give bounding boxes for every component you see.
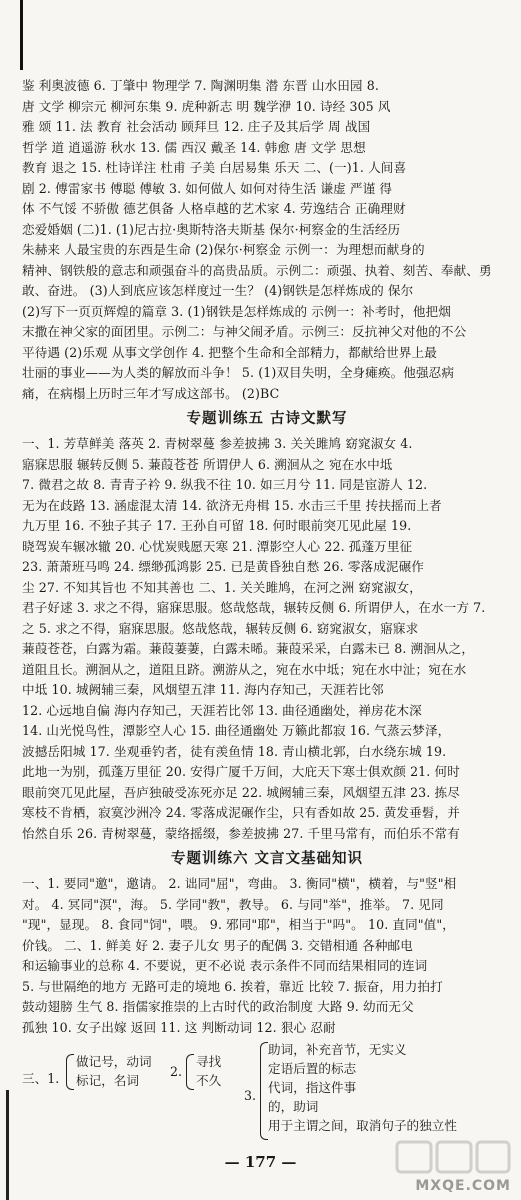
text-line: 晓驾炭车辗冰辙 20. 心忧炭贱愿天寒 21. 潭影空人心 22. 孤蓬万里征 xyxy=(22,538,413,554)
item-label: 2. xyxy=(170,1064,183,1079)
text-line: 体 不气馁 不骄傲 德艺俱备 人格卓越的艺术家 4. 劳逸结合 正确理财 xyxy=(22,201,406,216)
text-line: 九万里 16. 不独子其子 17. 王孙自可留 18. 何时眼前突兀见此屋 19. xyxy=(22,518,412,533)
text-line: 寤寐思服 辗转反侧 5. 蒹葭苍苍 所谓伊人 6. 溯洄从之 宛在水中坻 xyxy=(22,456,393,472)
section-5-heading: 专题训练五 古诗文默写 xyxy=(186,410,348,427)
text-line: 孤独 10. 女子出嫁 返回 11. 这 判断动词 12. 狠心 忍耐 xyxy=(22,1019,336,1035)
brace-item: 代词，指这件事 xyxy=(268,1080,357,1095)
text-line: 一、1. 芳草鲜美 落英 2. 青树翠蔓 参差披拂 3. 关关雎鸠 窈窕淑女 4. xyxy=(22,436,413,451)
text-line: 中坻 10. 城阙辅三秦，风烟望五津 11. 海内存知己，天涯若比邻 xyxy=(22,682,384,697)
item-label: 3. xyxy=(244,1088,257,1103)
text-line: 道阻且长。溯洄从之，道阻且跻。溯游从之，宛在水中坻；宛在水中沚；宛在水 xyxy=(22,661,467,677)
text-line: 和运输事业的总称 4. 不要说，更不必说 表示条件不同而结果相同的连词 xyxy=(22,958,428,973)
text-line: 平待遇 (2)乐观 从事文学创作 4. 把整个生命和全部精力，都献给世界上最 xyxy=(22,344,437,360)
text-line: 鉴 利奥波德 6. 丁肇中 物理学 7. 陶渊明集 潜 东晋 山水田园 8. xyxy=(22,78,379,93)
text-line: 壮丽的事业——为人类的解放而斗争！ 5. (1)双目失明，全身瘫痪。他强忍病 xyxy=(22,365,455,380)
section-6-heading: 专题训练六 文言文基础知识 xyxy=(170,850,364,867)
text-line: 无为在歧路 13. 涵虚混太清 14. 欲济无舟楫 15. 水击三千里 抟扶摇而上者 xyxy=(22,497,442,513)
item-label: 三、1. xyxy=(22,1071,60,1086)
text-line: 君子好逑 3. 求之不得，寤寐思服。悠哉悠哉，辗转反侧 6. 所谓伊人，在水一方 7. xyxy=(22,600,486,615)
text-line: 波撼岳阳城 17. 坐观垂钓者，徒有羡鱼情 18. 青山横北郭，白水绕东城 19. xyxy=(22,743,447,759)
text-line: 5. 与世隔绝的地方 无路可走的境地 6. 挨着，靠近 比较 7. 振奋，用力拍打 xyxy=(22,978,443,994)
brace-item: 寻找 xyxy=(196,1054,222,1069)
page-content xyxy=(22,76,512,1038)
margin-rule xyxy=(20,0,23,70)
text-line: 23. 萧萧班马鸣 24. 缥缈孤鸿影 25. 已是黄昏独自愁 26. 零落成泥碾作 xyxy=(22,559,424,574)
text-line: 朱赫来 人最宝贵的东西是生命 (2)保尔·柯察金 示例一：为理想而献身的 xyxy=(22,242,425,257)
watermark-text: MXQE.COM xyxy=(415,1178,511,1194)
text-line: 14. 山光悦鸟性，潭影空人心 15. 曲径通幽处 万籁此都寂 16. 气蒸云梦泽， xyxy=(22,723,451,738)
text-line: 雅 颂 11. 法 教育 社会活动 顾拜旦 12. 庄子及其后学 周 战国 xyxy=(22,119,371,134)
text-line: 剧 2. 傅雷家书 傅聪 傅敏 3. 如何做人 如何对待生活 谦虚 严谨 得 xyxy=(22,180,393,196)
left-brace-icon xyxy=(186,1054,194,1090)
text-line: 一、1. 要同"邀"，邀请。 2. 诎同"屈"，弯曲。 3. 衡同"横"，横着，与"竖"相 xyxy=(22,876,457,891)
brace-item: 不久 xyxy=(196,1073,222,1088)
text-line: 蒹葭苍苍，白露为霜。蒹葭萋萋，白露未晞。蒹葭采采，白露未已 8. 溯洄从之， xyxy=(22,641,475,656)
text-line: 12. 心远地自偏 海内存知己，天涯若比邻 13. 曲径通幽处，禅房花木深 xyxy=(22,702,422,718)
text-line: 敢、奋进。 (3)人到底应该怎样度过一生？ (4)钢铁是怎样炼成的 保尔 xyxy=(22,283,414,298)
text-line: 价钱。 二、1. 鲜美 好 2. 妻子儿女 男子的配偶 3. 交错相通 各种邮电 xyxy=(22,937,413,953)
text-line: 眼前突兀见此屋，吾庐独破受冻死亦足 22. 城阙辅三秦，风烟望五津 23. 拣尽 xyxy=(22,784,460,800)
section-6-body xyxy=(22,874,512,1038)
brace-item: 的，助词 xyxy=(268,1099,319,1114)
text-line: 末撒在神父家的面团里。示例二：与神父闹矛盾。示例三：反抗神父对他的不公 xyxy=(22,324,467,339)
section-3-brace-answers xyxy=(22,1042,512,1143)
text-line: 痛，在病榻上历时三年才写成这部书。 (2)BC xyxy=(22,385,280,401)
brace-item: 标记，名词 xyxy=(76,1073,139,1088)
text-line: 寒枝不肯栖，寂寞沙洲冷 24. 零落成泥碾作尘，只有香如故 25. 黄发垂髫，并 xyxy=(22,805,460,820)
section-5-body xyxy=(22,434,512,844)
text-line: 哲学 道 逍遥游 秋水 13. 儒 西汉 戴圣 14. 韩愈 唐 文学 思想 xyxy=(22,139,366,155)
text-line: 恋爱婚姻 (二)1. (1)尼古拉·奥斯特洛夫斯基 保尔·柯察金的生活经历 xyxy=(22,221,401,237)
brace-item: 用于主谓之间，取消句子的独立性 xyxy=(268,1118,457,1133)
text-line: 教育 退之 15. 杜诗详注 杜甫 子美 白居易集 乐天 二、(一)1. 人间喜 xyxy=(22,160,407,175)
brace-item: 助词，补充音节，无实义 xyxy=(268,1042,407,1057)
brace-item: 定语后置的标志 xyxy=(268,1061,357,1076)
text-line: 唐 文学 柳宗元 柳河东集 9. 虎种新志 明 魏学洢 10. 诗经 305 风 xyxy=(22,98,391,114)
text-line: 尘 27. 不知其旨也 不知其善也 二、1. 关关雎鸠，在河之洲 窈窕淑女， xyxy=(22,579,422,595)
text-line: 此地一为别，孤蓬万里征 20. 安得广厦千万间，大庇天下寒士俱欢颜 21. 何时 xyxy=(22,764,460,779)
text-line: "现"，显现。 8. 食同"饲"，喂。 9. 邪同"耶"，相当于"吗"。 10. 直同"值"， xyxy=(22,917,455,932)
brace-item: 做记号，动词 xyxy=(76,1054,152,1069)
text-line: 精神、钢铁般的意志和顽强奋斗的高贵品质。示例二：顽强、执着、刻苦、奉献、勇 xyxy=(22,262,492,278)
text-line: 之 5. 求之不得，寤寐思服。悠哉悠哉，辗转反侧 6. 窈窕淑女，寤寐求 xyxy=(22,620,419,636)
text-line: 鼓动翅膀 生气 8. 指儒家推崇的上古时代的政治制度 大路 9. 幼而无父 xyxy=(22,999,414,1014)
binding-edge xyxy=(6,1090,9,1200)
left-brace-icon xyxy=(66,1054,74,1090)
text-line: 对。 4. 冥同"溟"，海。 5. 学同"教"，教导。 6. 与同"举"，推举。 7. 见同 xyxy=(22,896,444,912)
text-line: (2)写下一页页辉煌的篇章 3. (1)钢铁是怎样炼成的 示例一：补考时，他把烟 xyxy=(22,303,451,319)
text-line: 怡然自乐 26. 青树翠蔓，蒙络摇缀，参差披拂 27. 千里马常有，而伯乐不常有 xyxy=(22,825,460,841)
section-literature xyxy=(22,76,512,404)
text-line: 7. 微君之故 8. 青青子衿 9. 纵我不往 10. 如三月兮 11. 同是宦游人 12. xyxy=(22,477,428,492)
page-number: — 177 — xyxy=(224,1153,297,1171)
left-brace-icon xyxy=(260,1042,268,1140)
